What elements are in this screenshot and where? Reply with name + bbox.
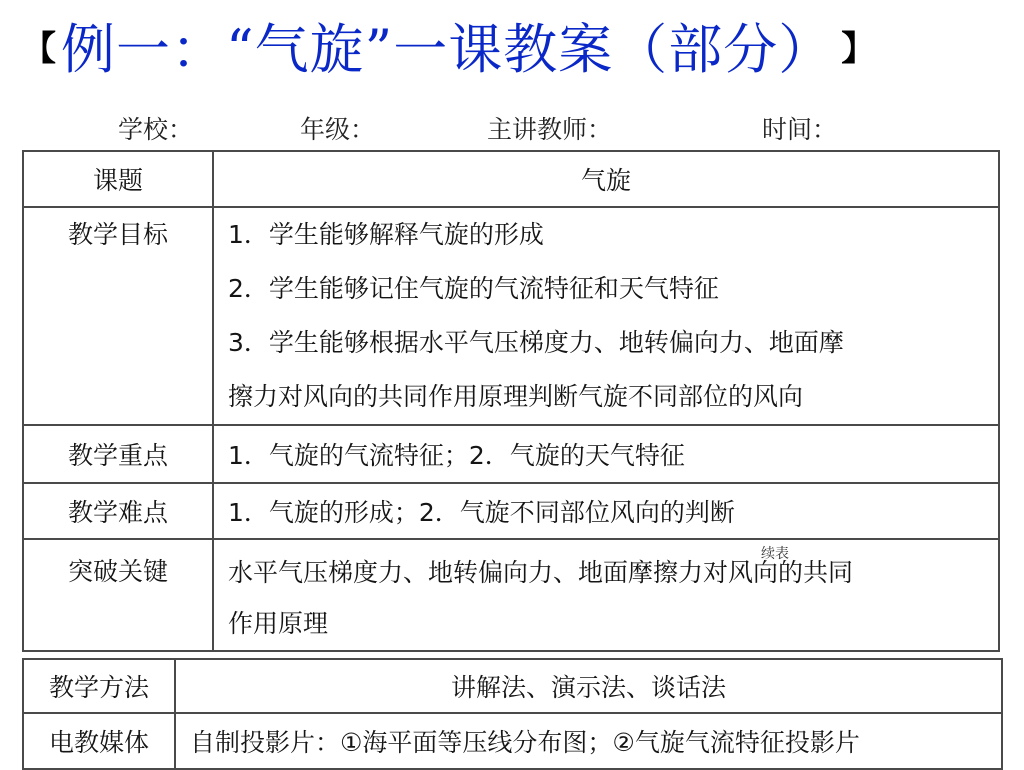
topic-value: 气旋	[213, 151, 999, 207]
table-row-goals	[23, 207, 999, 425]
goals-list	[213, 207, 999, 425]
table-row-media	[23, 713, 1002, 769]
table-row-topic	[23, 151, 999, 207]
breakthrough-line: 水平气压梯度力、地转偏向力、地面摩擦力对风向的共同	[228, 558, 854, 587]
lesson-plan-table	[22, 150, 1000, 652]
title-bracket-right: 】	[841, 28, 877, 69]
media-value: 自制投影片：①海平面等压线分布图；②气旋气流特征投影片	[175, 713, 1002, 769]
title-text: 例一：“气旋”一课教案（部分）	[61, 17, 834, 81]
table-row-breakthrough	[23, 539, 999, 651]
method-value: 讲解法、演示法、谈话法	[175, 659, 1002, 713]
goal-item: 2．学生能够记住气旋的气流特征和天气特征	[228, 274, 719, 303]
goal-item: 擦力对风向的共同作用原理判断气旋不同部位的风向	[228, 382, 804, 411]
continued-note: 续表	[761, 546, 789, 562]
method-table	[22, 658, 1003, 770]
table-row-method	[23, 659, 1002, 713]
breakthrough-label	[23, 539, 213, 651]
goals-label	[23, 207, 213, 425]
goals-label-text: 教学目标	[67, 220, 168, 249]
media-label: 电教媒体	[23, 713, 175, 769]
slide-title	[22, 6, 876, 84]
difficulties-value: 1．气旋的形成；2．气旋不同部位风向的判断	[213, 483, 999, 539]
lesson-meta-row	[0, 104, 1024, 148]
method-label: 教学方法	[23, 659, 175, 713]
difficulties-label: 教学难点	[23, 483, 213, 539]
breakthrough-label-text: 突破关键	[67, 557, 168, 586]
topic-label: 课题	[23, 151, 213, 207]
goal-item: 1．学生能够解释气旋的形成	[228, 220, 544, 249]
goal-item: 3．学生能够根据水平气压梯度力、地转偏向力、地面摩	[228, 328, 844, 357]
time-label: 时间：	[762, 115, 838, 144]
title-bracket-left: 【	[22, 28, 57, 69]
key-points-value: 1．气旋的气流特征；2．气旋的天气特征	[213, 425, 999, 483]
breakthrough-line: 作用原理	[228, 609, 329, 638]
breakthrough-value	[213, 539, 999, 651]
teacher-label: 主讲教师：	[487, 115, 613, 144]
key-points-label: 教学重点	[23, 425, 213, 483]
school-label: 学校：	[118, 115, 194, 144]
table-row-key-points	[23, 425, 999, 483]
table-row-difficulties	[23, 483, 999, 539]
grade-label: 年级：	[300, 115, 376, 144]
